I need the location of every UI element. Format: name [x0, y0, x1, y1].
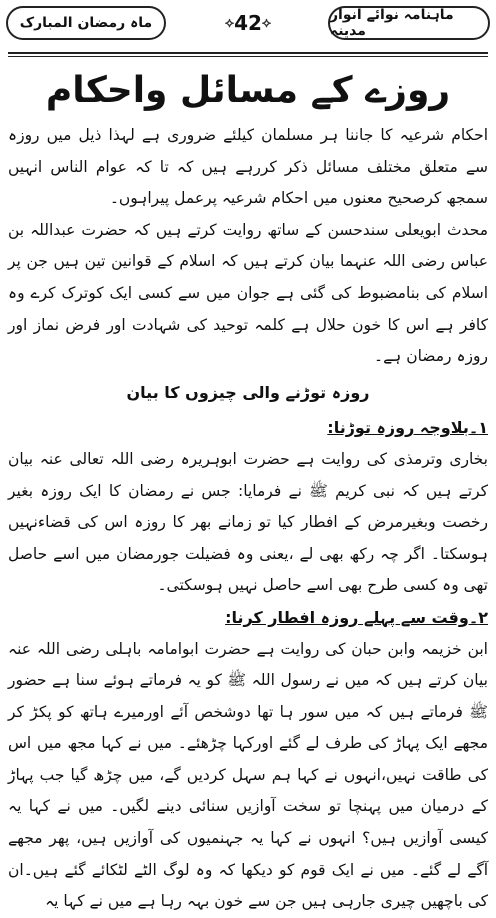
point2-heading: ۲۔وقت سے پہلے روزہ افطار کرنا:: [225, 607, 488, 627]
page-number-text: 42: [234, 11, 262, 35]
intro-paragraph: احکام شرعیہ کا جاننا ہر مسلمان کیلئے ضروری ہے لہذا ذیل میں روزہ سے متعلق مختلف مسائل ذکر کررہے ہیں کہ تا کہ عوام الناس انہیں سمجھ کرصحیح معنوں میں احکام شرعیہ پرعمل پیراہوں۔: [8, 126, 488, 208]
magazine-name: ماہنامہ نوائے انوار مدینہ: [328, 6, 490, 40]
header-divider-thin: [8, 56, 488, 57]
point2-paragraph: ابن خزیمہ وابن حبان کی روایت ہے حضرت ابوامامہ باہلی رضی اللہ عنہ بیان کرتے ہیں کہ میں نے رسول اللہ ﷺ کو یہ فرماتے ہوئے سنا ہے حضور ﷺ فرماتے ہیں کہ میں سور ہا تھا دوشخص آئے اورمیرے ہاتھ کو پکڑ کر مجھے ایک پہاڑ کی طرف لے گئے اورکہا چڑھئے۔ میں نے کہا مجھ میں اس کی طاقت نہیں،انہوں نے کہا ہم سہل کردیں گے، میں چڑھ گیا جب پہاڑ کے درمیان میں پہنچا تو سخت آوازیں سنائی دینے لگیں۔ میں نے کہا یہ کیسی آوازیں ہیں؟ انہوں نے کہا یہ جہنمیوں کی آوازیں ہیں، پھر مجھے آگے لے گئے۔ میں نے ایک قوم کو دیکھا کہ وہ لوگ الٹے لٹکائے گئے ہیں۔ان کی باچھیں چیری جارہی ہیں جن سے خون بہہ رہا ہے میں نے کہا یہ: [8, 639, 488, 911]
section-heading: روزہ توڑنے والی چیزوں کا بیان: [126, 382, 370, 402]
header-divider: [8, 52, 488, 54]
point1-heading: ۱۔بلاوجہ روزہ توڑنا:: [327, 418, 488, 438]
ornament-right-icon: ⟡: [261, 15, 272, 31]
page-header: [0, 0, 496, 58]
page-number: [208, 8, 288, 38]
article-body: [8, 120, 488, 918]
point1-paragraph: بخاری وترمذی کی روایت ہے حضرت ابوہریرہ رضی اللہ تعالی عنہ بیان کرتے ہیں کہ نبی کریم ﷺ نے فرمایا: جس نے رمضان کا ایک روزہ بغیر رخصت وبغیرمرض کے افطار کیا تو زمانے بھر کا روزہ اس کی قضاءنہیں ہوسکتا۔ اگر چہ رکھ بھی لے ،یعنی وہ فضیلت جورمضان میں اسے حاصل تھی وہ کسی طرح بھی اسے حاصل نہیں ہوسکتی۔: [8, 449, 488, 595]
ornament-left-icon: ⟡: [224, 15, 235, 31]
hadith-paragraph: محدث ابویعلی سندحسن کے ساتھ روایت کرتے ہیں کہ حضرت عبداللہ بن عباس رضی اللہ عنہما بیان کرتے ہیں کہ اسلام کے قوانین تین ہیں جن پر اسلام کی بنامضبوط کی گئی ہے جوان میں سے کسی ایک کوترک کرے وہ کافر ہے اس کا خون حلال ہے کلمہ توحید کی شہادت اور فرض نماز اور روزہ رمضان ہے۔: [8, 220, 488, 366]
month-label: ماہ رمضان المبارک: [6, 6, 166, 40]
article-title: روزے کے مسائل واحکام: [45, 70, 451, 111]
